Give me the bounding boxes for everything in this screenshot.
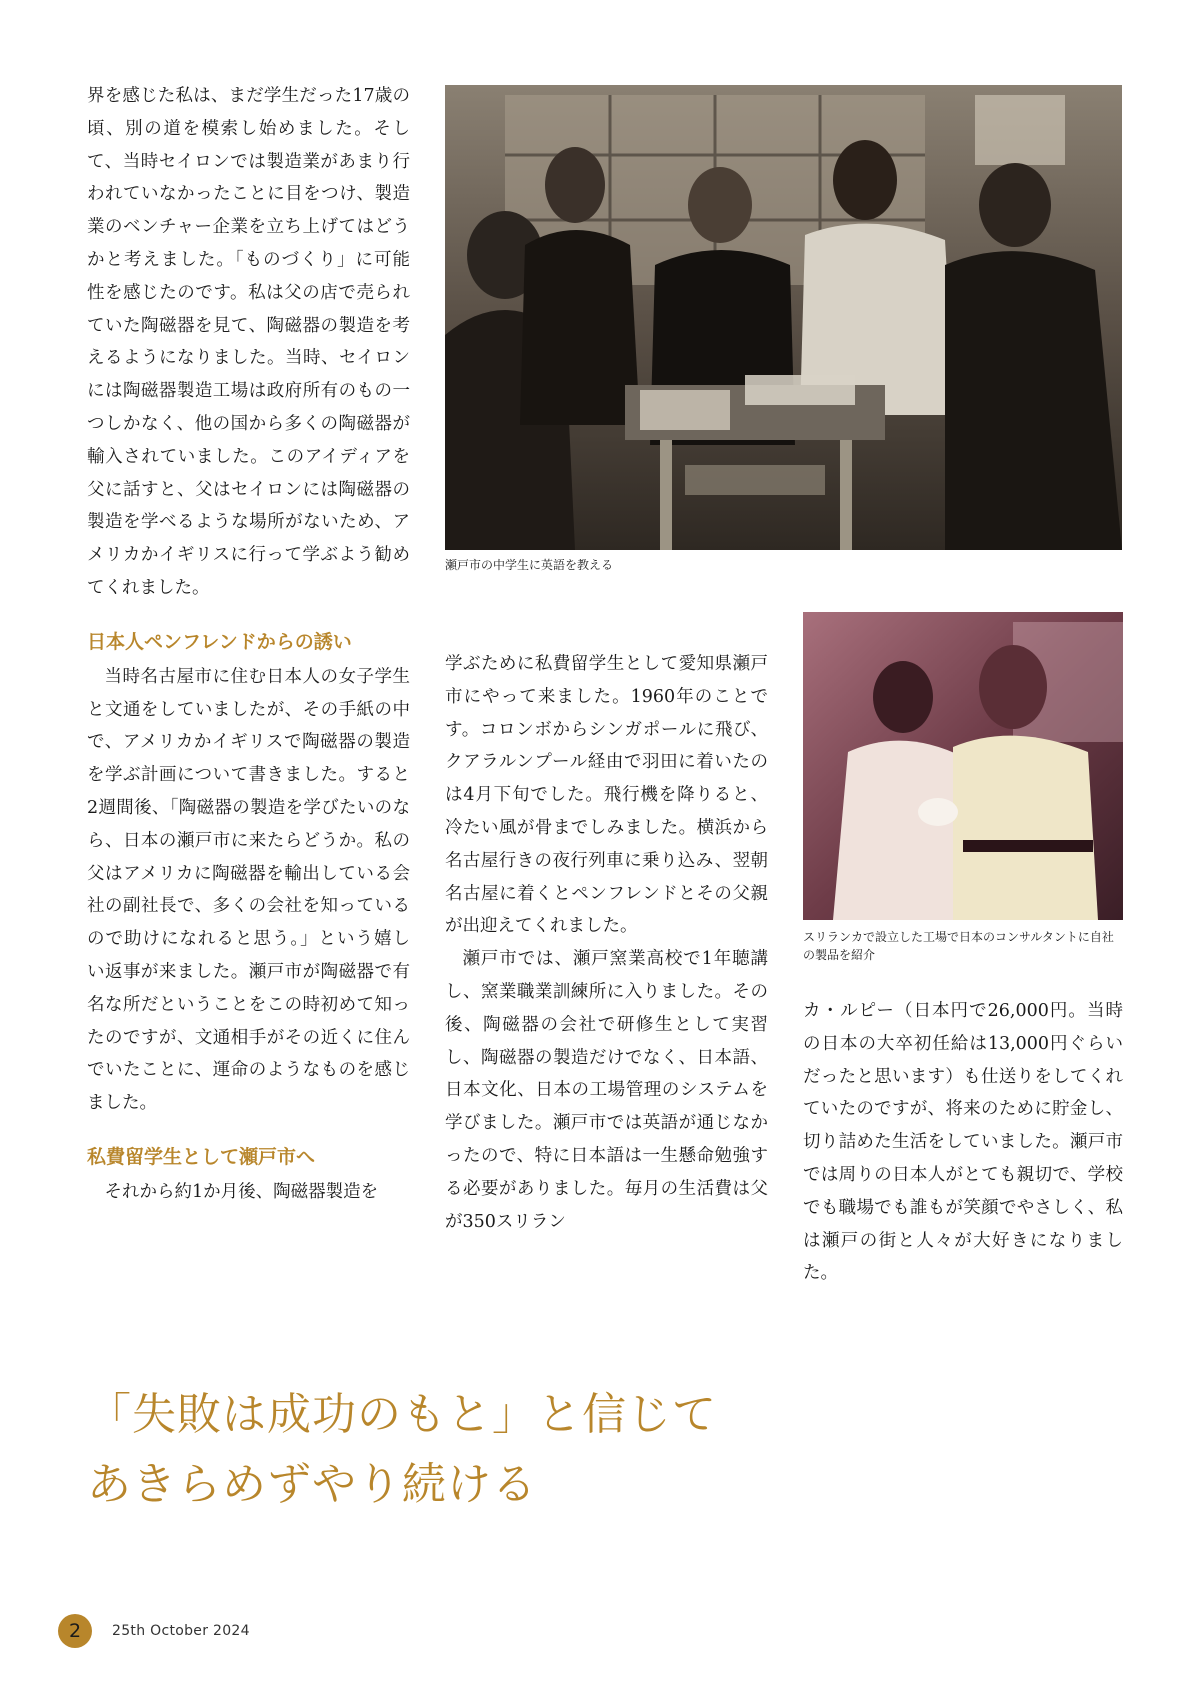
photo-factory-consultant	[803, 612, 1123, 920]
headline-line-1: 「失敗は成功のもと」と信じて	[87, 1389, 717, 1440]
section-heading-study-abroad: 私費留学生として瀬戸市へ	[87, 1145, 316, 1168]
photo1-caption: 瀬戸市の中学生に英語を教える	[445, 558, 614, 572]
article-column-1	[87, 80, 410, 1209]
issue-date: 25th October 2024	[112, 1623, 250, 1639]
column2-para2: 瀬戸市では、瀬戸窯業高校で1年聴講し、窯業職業訓練所に入りました。その後、陶磁器の会社で研修生として実習し、陶磁器の製造だけでなく、日本語、日本文化、日本の工場管理のシステムを学びました。瀬戸市では英語が通じなかったので、特に日本語は一生懸命勉強する必要がありました。毎月の生活費は父が350スリラン	[445, 949, 768, 1232]
headline-line-2: あきらめずやり続ける	[87, 1459, 537, 1510]
column1-para1: 当時名古屋市に住む日本人の女子学生と文通をしていましたが、その手紙の中で、アメリカかイギリスで陶磁器の製造を学ぶ計画について書きました。すると2週間後、「陶磁器の製造を学びたいのなら、日本の瀬戸市に来たらどうか。私の父はアメリカに陶磁器を輸出している会社の副社長で、多くの会社を知っているので助けになれると思う。」という嬉しい返事が来ました。瀬戸市が陶磁器で有名な所だということをこの時初めて知ったのですが、文通相手がその近くに住んでいたことに、運命のようなものを感じました。	[87, 666, 410, 1114]
photo2-caption: スリランカで設立した工場で日本のコンサルタントに自社の製品を紹介	[803, 930, 1114, 962]
column1-para2: それから約1か月後、陶磁器製造を	[104, 1181, 379, 1202]
column3-para1: カ・ルピー（日本円で26,000円。当時の日本の大卒初任給は13,000円ぐらいだったと思います）も仕送りをしてくれていたのですが、将来のために貯金し、切り詰めた生活をしていました。瀬戸市では周りの日本人がとても親切で、学校でも職場でも誰もが笑顔でやさしく、私は瀬戸の街と人々が大好きになりました。	[803, 1001, 1123, 1284]
page-footer	[58, 1614, 250, 1648]
photo-factory-consultant-image	[803, 612, 1123, 920]
column1-intro: 界を感じた私は、まだ学生だった17歳の頃、別の道を模索し始めました。そして、当時セイロンでは製造業があまり行われていなかったことに目をつけ、製造業のベンチャー企業を立ち上げてはどうかと考えました。「ものづくり」に可能性を感じたのです。私は父の店で売られていた陶磁器を見て、陶磁器の製造を考えるようになりました。当時、セイロンには陶磁器製造工場は政府所有のもの一つしかなく、他の国から多くの陶磁器が輸入されていました。このアイディアを父に話すと、父はセイロンには陶磁器の製造を学べるような場所がないため、アメリカかイギリスに行って学ぶよう勧めてくれました。	[87, 86, 410, 598]
photo-teaching-students	[445, 85, 1122, 550]
article-column-2	[445, 648, 768, 1238]
photo-teaching-students-image	[445, 85, 1122, 550]
page-number-badge: 2	[58, 1614, 92, 1648]
pull-quote-headline	[87, 1380, 1087, 1520]
section-heading-penfriend: 日本人ペンフレンドからの誘い	[87, 630, 352, 653]
article-column-3	[803, 995, 1123, 1290]
column2-para1: 学ぶために私費留学生として愛知県瀬戸市にやって来ました。1960年のことです。コロンボからシンガポールに飛び、クアラルンプール経由で羽田に着いたのは4月下旬でした。飛行機を降りると、冷たい風が骨までしみました。横浜から名古屋行きの夜行列車に乗り込み、翌朝名古屋に着くとペンフレンドとその父親が出迎えてくれました。	[445, 654, 768, 937]
